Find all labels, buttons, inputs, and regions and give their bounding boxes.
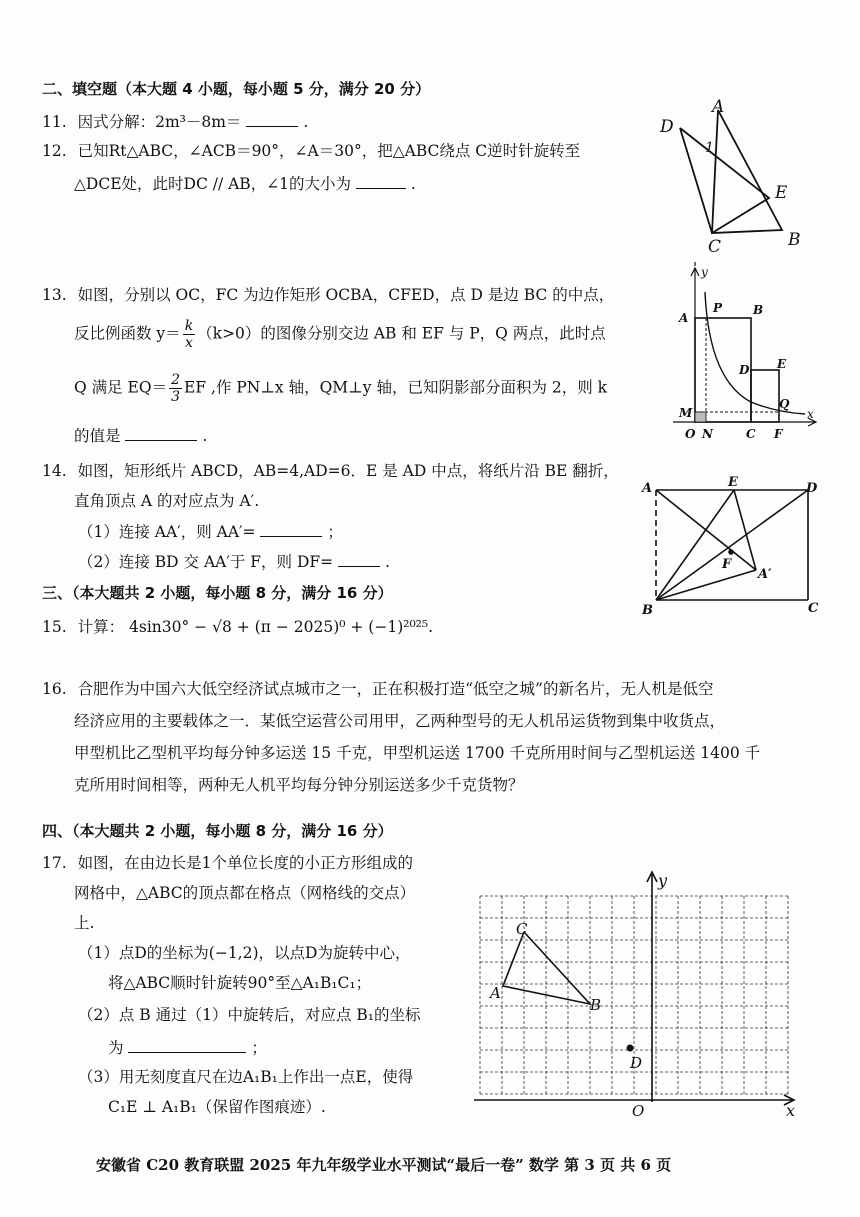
section-3-header: 三、（本大题共 2 小题，每小题 8 分，满分 16 分）: [42, 584, 393, 602]
label-A-prime: A′: [758, 567, 772, 582]
label-N: N: [702, 427, 713, 441]
question-number: 16.: [42, 680, 67, 698]
question-13-text-2b: （k>0）的图像分别交边 AB 和 EF 与 P，Q 两点，此时点: [197, 324, 606, 343]
label-B: B: [590, 996, 602, 1014]
label-E: E: [775, 183, 788, 203]
sub-1-text: （1）连接 AA′，则 AA′=: [78, 523, 256, 541]
question-15-text: 计算： 4sin30° − √8 + (π − 2025)⁰ + (−1)²⁰²⁵.: [77, 618, 434, 636]
label-E: E: [777, 357, 787, 371]
label-D: D: [806, 481, 818, 496]
fraction-numerator: k: [184, 318, 194, 334]
label-x: x: [807, 407, 814, 421]
fraction-2-over-3: [169, 372, 182, 405]
sub-2b-text: 为: [108, 1039, 124, 1057]
label-A: A: [490, 984, 501, 1002]
question-number: 11.: [42, 113, 67, 131]
label-y: y: [701, 265, 708, 279]
question-17-line-3: 上.: [74, 914, 95, 932]
question-13-line-3: [74, 372, 607, 405]
section-4-header: 四、（本大题共 2 小题，每小题 8 分，满分 16 分）: [42, 822, 393, 840]
fraction-denominator: 3: [171, 389, 181, 405]
question-14-line-2: 直角顶点 A 的对应点为 A′.: [74, 492, 260, 510]
question-13-line-4: [74, 426, 207, 446]
page-footer: 安徽省 C20 教育联盟 2025 年九年级学业水平测试“最后一卷” 数学 第 3 页 共 6 页: [96, 1156, 672, 1174]
question-13-text: 如图，分别以 OC，FC 为边作矩形 OCBA，CFED，点 D 是边 BC 的中点，: [77, 286, 615, 304]
question-16-line-4: 克所用时间相等，两种无人机平均每分钟分别运送多少千克货物？: [74, 776, 524, 794]
question-12-line-2: [74, 174, 416, 194]
question-16-line-2: 经济应用的主要载体之一．某低空运营公司用甲，乙两种型号的无人机吊运货物到集中收货点，: [74, 712, 726, 730]
question-13-line-1: [42, 286, 614, 305]
question-17-text: 如图，在由边长是1个单位长度的小正方形组成的: [77, 854, 413, 872]
label-P: P: [713, 301, 723, 315]
label-B: B: [788, 230, 801, 250]
label-C: C: [746, 427, 756, 441]
period: .: [303, 113, 309, 131]
label-B: B: [642, 603, 653, 618]
figure-13: [665, 262, 825, 462]
question-12-line-1: [42, 142, 580, 161]
label-M: M: [679, 406, 693, 420]
question-12-text: 已知Rt△ABC，∠ACB＝90°，∠A＝30°，把△ABC绕点 C逆时针旋转至: [77, 142, 581, 160]
label-A: A: [712, 97, 725, 117]
answer-blank-17[interactable]: [128, 1038, 246, 1053]
figure-12: [630, 90, 810, 260]
label-C: C: [516, 920, 528, 938]
question-13-text-2a: 反比例函数 y＝: [74, 324, 181, 343]
question-number: 14.: [42, 462, 67, 480]
period: .: [410, 175, 416, 193]
question-14-text: 如图，矩形纸片 ABCD，AB=4,AD=6．E 是 AD 中点，将纸片沿 BE 翻折，: [77, 462, 619, 480]
label-angle-1: 1: [705, 140, 714, 156]
period: .: [202, 427, 208, 445]
question-11-text: 因式分解：2m³－8m＝: [77, 113, 242, 131]
label-E: E: [728, 475, 738, 490]
label-B: B: [753, 303, 764, 317]
label-D: D: [630, 1054, 643, 1072]
answer-blank-12[interactable]: [356, 174, 406, 189]
question-12-text-2: △DCE处，此时DC // AB，∠1的大小为: [74, 175, 352, 193]
question-number: 13.: [42, 286, 67, 304]
label-O: O: [632, 1102, 645, 1120]
semicolon: ；: [251, 1039, 267, 1057]
fraction-numerator: 2: [171, 372, 181, 388]
label-A: A: [679, 311, 689, 325]
label-F: F: [774, 427, 783, 441]
figure-14: [640, 475, 830, 618]
sub-2-text: （2）连接 BD 交 AA′于 F，则 DF=: [78, 553, 334, 571]
question-15: [42, 618, 433, 637]
label-x: x: [786, 1101, 796, 1120]
label-A: A: [642, 481, 653, 496]
question-16-line-3: 甲型机比乙型机平均每分钟多运送 15 千克，甲型机运送 1700 千克所用时间与乙型机运送 1400 千: [74, 744, 761, 762]
question-13-text-4: 的值是: [74, 427, 121, 445]
label-C: C: [708, 237, 722, 257]
label-Q: Q: [779, 397, 790, 411]
question-17-line-2: 网格中，△ABC的顶点都在格点（网格线的交点）: [74, 884, 416, 902]
question-number: 17.: [42, 854, 67, 872]
question-17-sub-2b: [108, 1038, 267, 1058]
label-O: O: [685, 427, 696, 441]
label-y: y: [658, 871, 668, 890]
question-11: [42, 112, 308, 132]
question-14-line-1: [42, 462, 619, 481]
question-13-text-3a: Q 满足 EQ＝: [74, 378, 168, 397]
question-16-line-1: [42, 680, 713, 699]
period: .: [385, 553, 390, 571]
question-17-line-1: [42, 854, 413, 873]
label-D: D: [660, 117, 674, 137]
question-number: 12.: [42, 142, 67, 160]
question-13-line-2: [74, 318, 606, 351]
label-C: C: [808, 601, 819, 616]
question-17-sub-2a: （2）点 B 通过（1）中旋转后，对应点 B₁的坐标: [78, 1006, 421, 1024]
fraction-denominator: x: [184, 335, 193, 351]
section-2-header: 二、填空题（本大题 4 小题，每小题 5 分，满分 20 分）: [42, 80, 431, 98]
fraction-k-over-x: [183, 318, 195, 351]
question-17-sub-1b: 将△ABC顺时针旋转90°至△A₁B₁C₁；: [108, 974, 372, 992]
answer-blank-14-1[interactable]: [260, 522, 322, 537]
question-14-sub-1: [78, 522, 343, 542]
label-D: D: [739, 363, 750, 377]
question-14-sub-2: [78, 552, 390, 572]
figure-17-grid: [470, 870, 800, 1120]
question-17-sub-1a: （1）点D的坐标为(−1,2)，以点D为旋转中心，: [78, 944, 411, 962]
question-17-sub-3b: C₁E ⊥ A₁B₁（保留作图痕迹）.: [108, 1098, 326, 1116]
label-F: F: [722, 557, 732, 572]
answer-blank-13[interactable]: [125, 426, 197, 441]
semicolon: ；: [327, 523, 343, 541]
question-16-text: 合肥作为中国六大低空经济试点城市之一，正在积极打造“低空之城”的新名片，无人机是低空: [77, 680, 714, 698]
answer-blank-14-2[interactable]: [338, 552, 380, 567]
question-17-sub-3a: （3）用无刻度直尺在边A₁B₁上作出一点E，使得: [78, 1068, 414, 1086]
question-13-text-3b: EF ,作 PN⊥x 轴，QM⊥y 轴，已知阴影部分面积为 2，则 k: [184, 378, 608, 397]
question-number: 15.: [42, 618, 67, 636]
answer-blank-11[interactable]: [246, 112, 298, 127]
